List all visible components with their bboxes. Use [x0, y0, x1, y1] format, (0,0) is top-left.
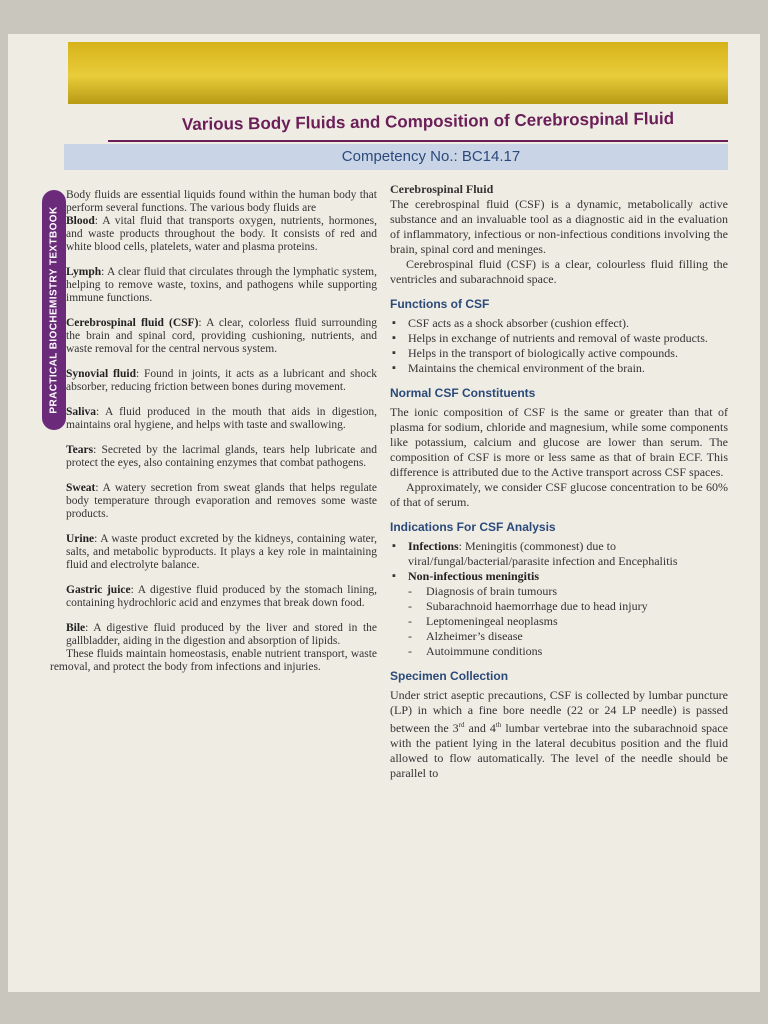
header-color-band: [68, 42, 728, 104]
specimen-text: [390, 688, 728, 781]
saliva-text: : A fluid produced in the mouth that aids in digestion, maintains oral hygiene, and helps with taste and swallowing.: [66, 406, 377, 431]
specimen-heading: Specimen Collection: [390, 669, 509, 683]
list-item: ▪ Helps in the transport of biologically active compounds.: [390, 346, 728, 361]
gastric-term: Gastric juice: [66, 584, 131, 596]
title-underline: [108, 140, 728, 142]
csf-paragraph: [32, 317, 377, 356]
book-page: [8, 34, 760, 992]
lymph-paragraph: [32, 266, 377, 305]
blood-text: : A vital fluid that transports oxygen, nutrients, hormones, and waste products throughout the body. It consists of red and white blood cells, platelets, water and plasma proteins.: [66, 215, 377, 253]
csf-description: The cerebrospinal fluid (CSF) is a dynamic, metabolically active substance and an invaluable tool as a diagnostic aid in the evaluation of inflammatory, infectious or non-infectious conditions involving the brain, spinal cord and meninges.: [390, 197, 728, 256]
infections-text: : Meningitis (commonest) due to viral/fungal/bacterial/parasite infection and Encephalitis: [408, 539, 678, 568]
left-column: [32, 189, 377, 674]
list-item: ▪ CSF acts as a shock absorber (cushion effect).: [390, 316, 728, 331]
side-tab-label: PRACTICAL BIOCHEMISTRY TEXTBOOK: [48, 206, 60, 414]
synovial-term: Synovial fluid: [66, 368, 136, 380]
list-item: - Subarachnoid haemorrhage due to head injury: [390, 599, 728, 614]
saliva-term: Saliva: [66, 406, 97, 418]
competency-bar: [64, 144, 728, 170]
intro-section: [32, 189, 377, 254]
urine-text: : A waste product excreted by the kidneys, containing water, salts, and metabolic byproducts. It plays a key role in maintaining fluid and electrolyte balance.: [66, 533, 377, 571]
urine-paragraph: [32, 533, 377, 572]
gastric-text: : A digestive fluid produced by the stomach lining, containing hydrochloric acid and enzymes that break down food.: [66, 584, 377, 609]
functions-heading: Functions of CSF: [390, 297, 490, 311]
lymph-text: : A clear fluid that circulates through the lymphatic system, helping to remove waste, toxins, and pathogens while supporting immune functions.: [66, 266, 377, 304]
closing-paragraph: These fluids maintain homeostasis, enable nutrient transport, waste removal, and protect the body from infections and injuries.: [50, 648, 377, 673]
functions-list: [390, 316, 728, 376]
list-item: - Leptomeningeal neoplasms: [390, 614, 728, 629]
blood-term: Blood: [66, 215, 95, 227]
sweat-term: Sweat: [66, 482, 96, 494]
lymph-term: Lymph: [66, 266, 102, 278]
indications-heading: Indications For CSF Analysis: [390, 520, 556, 534]
list-item: - Alzheimer’s disease: [390, 629, 728, 644]
csf-definition: Cerebrospinal fluid (CSF) is a clear, colourless fluid filling the ventricles and subarachnoid space.: [390, 257, 728, 286]
bile-paragraph: [32, 622, 377, 648]
list-item: ▪ Helps in exchange of nutrients and removal of waste products.: [390, 331, 728, 346]
bile-text: : A digestive fluid produced by the liver and stored in the gallbladder, aiding in the digestion and absorption of lipids.: [66, 622, 377, 647]
list-item: ▪ Maintains the chemical environment of the brain.: [390, 361, 728, 376]
list-item: [390, 539, 728, 569]
competency-label: Competency No.: BC14.17: [341, 148, 521, 165]
specimen-text-b: and 4: [464, 721, 496, 735]
noninfectious-term: Non-infectious meningitis: [408, 569, 540, 583]
bile-term: Bile: [66, 622, 86, 634]
saliva-paragraph: [32, 406, 377, 432]
glucose-text: Approximately, we consider CSF glucose concentration to be 60% of that of serum.: [390, 480, 728, 509]
infections-term: Infections: [408, 539, 459, 553]
specimen-text-a: Under strict aseptic precautions, CSF is collected by lumbar puncture (LP) in which a fine bore needle (22 or 24 LP needle) is passed between the 3: [390, 688, 728, 735]
indications-list: [390, 539, 728, 659]
list-item: - Autoimmune conditions: [390, 644, 728, 659]
urine-term: Urine: [66, 533, 95, 545]
csf-text: : A clear, colorless fluid surrounding the brain and spinal cord, providing cushioning, nutrients, and waste removal for the central nervous system.: [66, 317, 377, 355]
tears-term: Tears: [66, 444, 94, 456]
normal-constituents-text: The ionic composition of CSF is the same or greater than that of plasma for sodium, chloride and magnesium, while some components like potassium, calcium and glucose are lower than serum. The composition of CSF is more or less same as that of brain ECF. This difference is attributed due to the Active transport across CSF spaces.: [390, 405, 728, 479]
blood-paragraph: [66, 215, 377, 254]
tears-paragraph: [32, 444, 377, 470]
ordinal-rd: rd: [458, 721, 465, 729]
gastric-paragraph: [32, 584, 377, 610]
synovial-paragraph: [32, 368, 377, 394]
list-item: [390, 569, 728, 584]
synovial-text: : Found in joints, it acts as a lubricant and shock absorber, reducing friction between bones during movement.: [66, 368, 377, 393]
right-column: [390, 182, 728, 781]
list-item: - Diagnosis of brain tumours: [390, 584, 728, 599]
sweat-text: : A watery secretion from sweat glands that helps regulate body temperature through evaporation and removes some waste products.: [66, 482, 377, 520]
tears-text: : Secreted by the lacrimal glands, tears help lubricate and protect the eyes, also containing enzymes that combat pathogens.: [66, 444, 377, 469]
page-title: Various Body Fluids and Composition of Cerebrospinal Fluid: [181, 108, 675, 135]
csf-heading: Cerebrospinal Fluid: [390, 182, 494, 196]
specimen-text-c: lumbar vertebrae into the subarachnoid space with the patient lying in the lateral decubitus position and the fluid allowed to flow automatically. The level of the needle should be parallel to: [390, 721, 728, 780]
intro-paragraph: Body fluids are essential liquids found within the human body that perform several functions. The various body fluids are: [66, 189, 377, 214]
csf-term: Cerebrospinal fluid (CSF): [66, 317, 199, 329]
normal-constituents-heading: Normal CSF Constituents: [390, 386, 536, 400]
sweat-paragraph: [32, 482, 377, 521]
ordinal-th: th: [495, 721, 502, 729]
